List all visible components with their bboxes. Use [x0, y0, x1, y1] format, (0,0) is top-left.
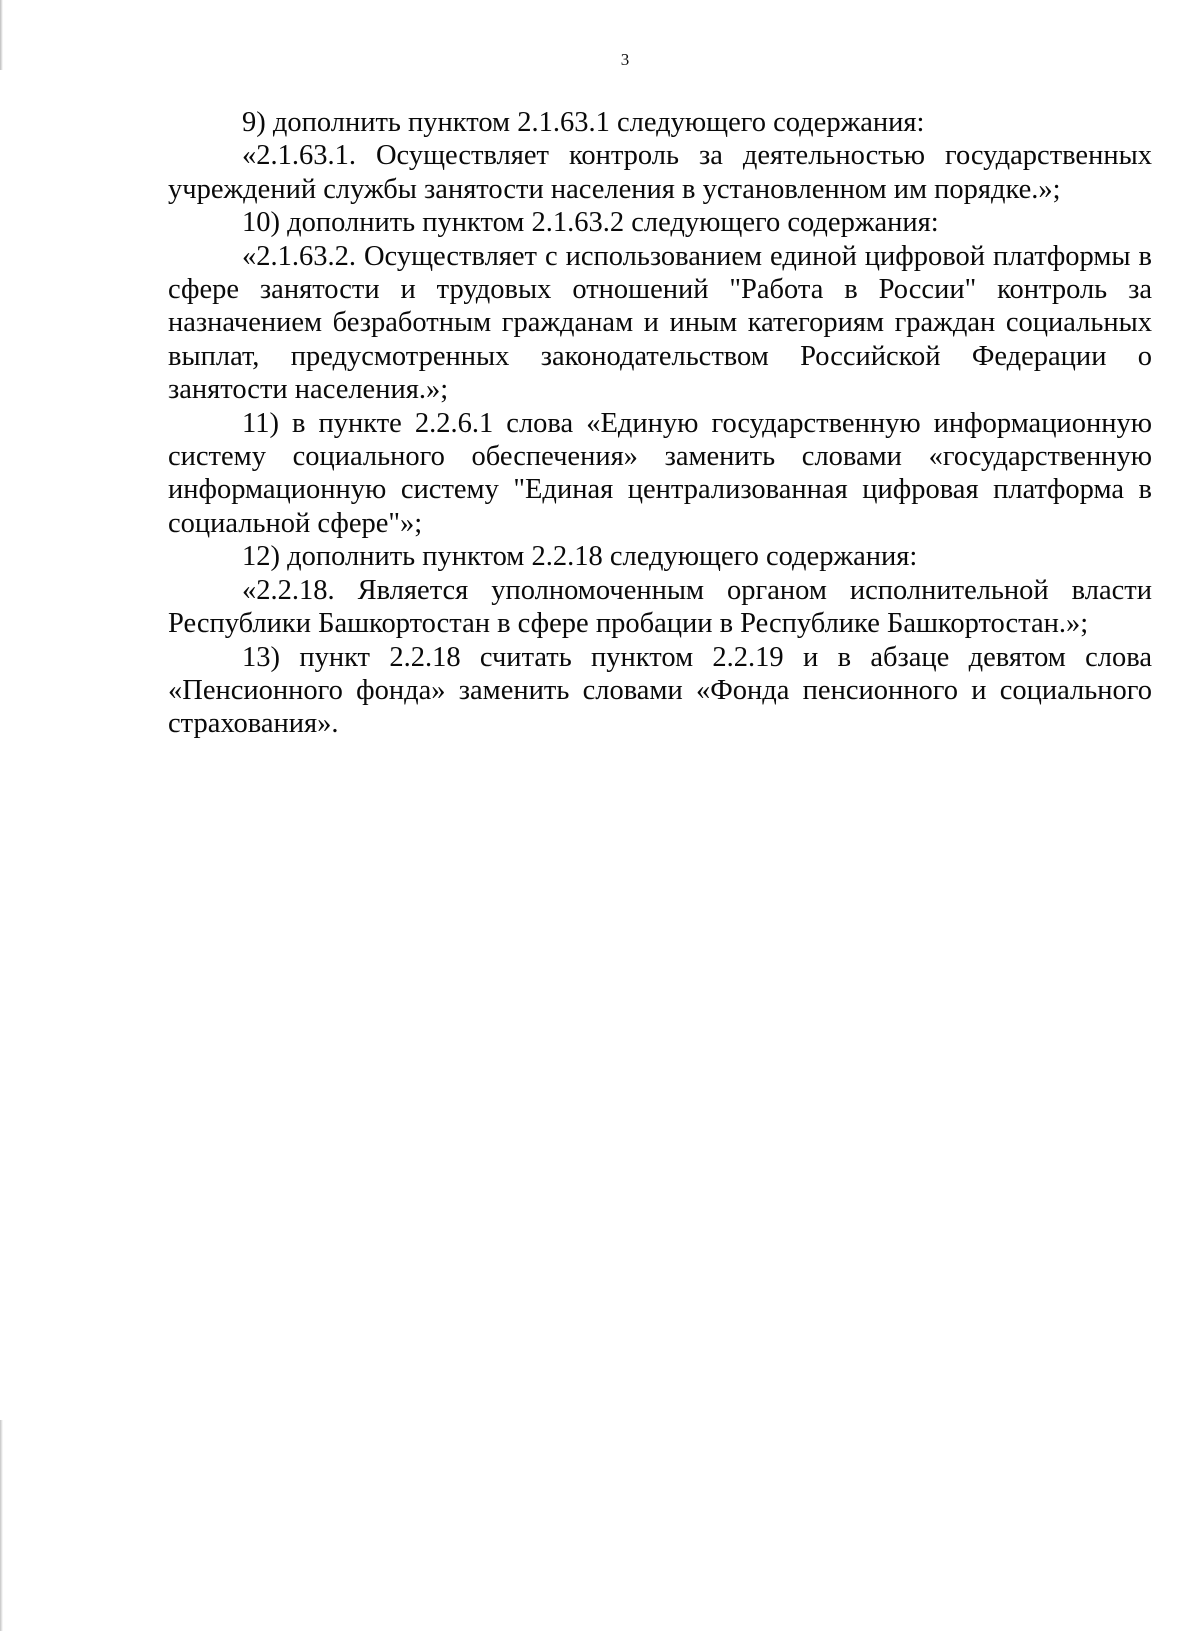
paragraph-item-12: 12) дополнить пунктом 2.2.18 следующего содержания: [242, 541, 918, 573]
paragraph-clause-2-1-63-2: «2.1.63.2. Осуществляет с использованием единой цифровой платформы в сфере занятости и трудовых отношений "Работа в России" контроль за назначением безработным гражданам и иным категориям граждан социальных выплат, предусмотренных законодательством Российской Федерации о занятости населения.»; [168, 240, 1152, 406]
document-body [168, 106, 1152, 741]
paragraph-item-13: 13) пункт 2.2.18 считать пунктом 2.2.19 и в абзаце девятом слова «Пенсионного фонда» заменить словами «Фонда пенсионного и социального страхования». [168, 641, 1152, 740]
scan-edge-bottom [0, 1420, 3, 1631]
paragraph-clause-2-1-63-1: «2.1.63.1. Осуществляет контроль за деятельностью государственных учреждений службы занятости населения в установленном им порядке.»; [168, 140, 1152, 205]
paragraph-item-9: 9) дополнить пунктом 2.1.63.1 следующего содержания: [242, 107, 925, 138]
paragraph-item-10: 10) дополнить пунктом 2.1.63.2 следующего содержания: [242, 207, 939, 239]
paragraph-item-11: 11) в пункте 2.2.6.1 слова «Единую государственную информационную систему социального обеспечения» заменить словами «государственную информационную систему "Единая централизованная цифровая платформа в социальной сфере"»; [168, 407, 1152, 539]
page-number: 3 [620, 50, 630, 69]
paragraph-clause-2-2-18: «2.2.18. Является уполномоченным органом исполнительной власти Республики Башкортостан в сфере пробации в Республике Башкортостан.»; [168, 574, 1152, 640]
